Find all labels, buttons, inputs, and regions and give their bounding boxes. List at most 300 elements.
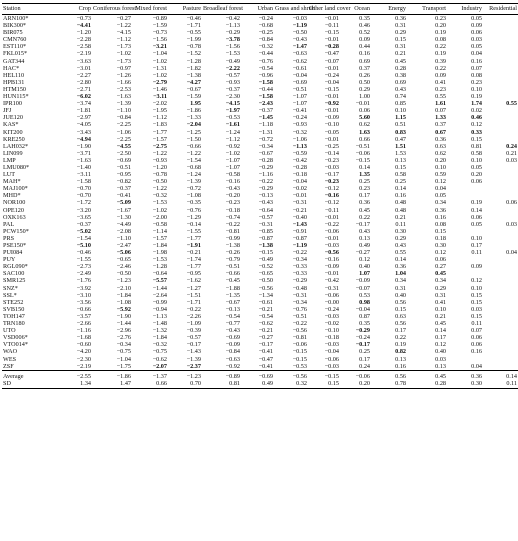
value-cell: −0.75 — [152, 348, 167, 356]
value-cell — [483, 50, 518, 57]
value-cell: −0.22 — [292, 320, 307, 328]
value-cell: 0.81 — [471, 142, 482, 150]
value-cell: −3.74 — [76, 100, 91, 108]
table-row — [2, 228, 518, 235]
table-row — [2, 29, 518, 36]
value-cell: 0.41 — [435, 298, 446, 306]
value-cell: −0.31 — [292, 291, 307, 299]
value-cell: 0.30 — [395, 227, 406, 235]
value-cell: −1.77 — [186, 234, 201, 242]
value-cell: −0.91 — [292, 227, 307, 235]
value-cell: −0.33 — [292, 263, 307, 271]
value-cell — [483, 29, 518, 36]
station-cell: OXK163 — [3, 213, 26, 221]
value-cell: −1.23 — [168, 370, 202, 380]
value-cell: −0.31 — [292, 199, 307, 207]
value-cell: −2.76 — [116, 334, 131, 342]
value-cell: −0.52 — [258, 263, 273, 271]
value-cell: −0.58 — [152, 220, 167, 228]
value-cell: −0.03 — [324, 362, 339, 370]
value-cell: −1.56 — [225, 43, 240, 51]
value-cell: 0.48 — [395, 206, 406, 214]
table-row — [2, 58, 518, 65]
value-cell: −0.03 — [324, 242, 339, 249]
value-cell: −0.63 — [225, 355, 240, 363]
value-cell: −0.51 — [292, 85, 307, 93]
station-cell: VSD006* — [3, 334, 28, 342]
value-cell: 0.10 — [471, 284, 482, 292]
column-header: Energy — [371, 4, 407, 15]
value-cell: −0.67 — [258, 149, 273, 157]
value-cell: 0.22 — [435, 64, 446, 72]
table-row — [2, 306, 518, 313]
value-cell: −1.84 — [152, 334, 167, 342]
value-cell: 0.14 — [359, 163, 370, 171]
value-cell: 0.56 — [395, 298, 406, 306]
value-cell: 0.36 — [395, 15, 406, 22]
value-cell: 0.20 — [340, 380, 371, 389]
value-cell: −1.46 — [152, 85, 167, 93]
value-cell: 0.11 — [483, 380, 518, 389]
value-cell: −1.98 — [152, 249, 167, 257]
value-cell: −0.99 — [152, 298, 167, 306]
value-cell: −1.23 — [116, 277, 131, 285]
value-cell: −3.11 — [76, 171, 91, 179]
value-cell: −0.41 — [116, 192, 131, 200]
value-cell: −0.67 — [186, 85, 201, 93]
value-cell: 0.07 — [471, 327, 482, 335]
value-cell: −0.04 — [292, 178, 307, 186]
value-cell: −0.29 — [258, 185, 273, 193]
station-cell: TOH147 — [3, 312, 25, 320]
value-cell: 0.37 — [359, 64, 370, 72]
value-cell: 0.20 — [435, 22, 446, 30]
value-cell: 0.06 — [506, 199, 517, 207]
value-cell: −2.66 — [76, 320, 91, 328]
value-cell: −3.10 — [76, 291, 91, 299]
value-cell: 0.13 — [395, 156, 406, 164]
value-cell: 0.19 — [471, 199, 482, 207]
value-cell: −1.58 — [76, 178, 91, 186]
value-cell: −0.46 — [186, 15, 201, 22]
value-cell: 0.06 — [359, 107, 370, 115]
value-cell: −3.43 — [76, 128, 91, 136]
value-cell: 0.05 — [471, 15, 482, 22]
value-cell: 0.55 — [506, 100, 517, 108]
value-cell: 1.74 — [471, 100, 482, 108]
value-cell: −1.07 — [225, 156, 240, 164]
station-cell: ZSF — [3, 362, 14, 370]
value-cell — [483, 121, 518, 128]
value-cell: −0.27 — [258, 334, 273, 342]
value-cell: 0.16 — [359, 50, 370, 58]
value-cell: 0.06 — [471, 29, 482, 37]
value-cell: −0.03 — [324, 163, 339, 171]
value-cell: 0.14 — [395, 256, 406, 264]
value-cell: −2.00 — [152, 213, 167, 221]
value-cell: −1.32 — [152, 327, 167, 335]
value-cell: −0.61 — [258, 298, 273, 306]
value-cell: −0.66 — [76, 305, 91, 313]
value-cell: −0.01 — [324, 270, 339, 278]
value-cell: 0.82 — [395, 348, 406, 356]
value-cell: −1.38 — [258, 242, 273, 249]
value-cell: 0.11 — [471, 249, 482, 257]
station-cell: MHD* — [3, 192, 21, 200]
station-cell: EST110* — [3, 43, 27, 51]
value-cell: 0.08 — [435, 220, 446, 228]
value-cell: −2.80 — [76, 78, 91, 86]
value-cell: −4.27 — [186, 78, 201, 86]
value-cell — [483, 363, 518, 371]
value-cell: −0.64 — [152, 270, 167, 278]
value-cell: 0.33 — [471, 128, 482, 136]
value-cell: 0.25 — [359, 348, 370, 356]
value-cell: 0.29 — [395, 29, 406, 37]
value-cell — [483, 242, 518, 249]
value-cell: −0.69 — [241, 370, 274, 380]
value-cell: −0.28 — [258, 156, 273, 164]
value-cell: −0.34 — [258, 142, 273, 150]
value-cell: −0.84 — [116, 114, 131, 122]
value-cell: −0.03 — [292, 15, 307, 22]
value-cell: −0.28 — [292, 163, 307, 171]
value-cell: 0.28 — [395, 64, 406, 72]
value-cell: −0.00 — [324, 298, 339, 306]
table-body — [2, 15, 518, 389]
value-cell: −0.12 — [324, 185, 339, 193]
value-cell: 0.58 — [395, 171, 406, 179]
value-cell: −0.22 — [292, 249, 307, 257]
value-cell: −1.19 — [292, 22, 307, 30]
value-cell: 1.15 — [395, 114, 406, 122]
value-cell: −1.75 — [116, 362, 131, 370]
value-cell — [447, 270, 483, 277]
column-header: Grass and shrub — [274, 4, 308, 15]
value-cell: −0.21 — [186, 249, 201, 257]
value-cell: −4.41 — [76, 22, 91, 30]
value-cell: −0.41 — [258, 362, 273, 370]
value-cell: −0.67 — [225, 298, 240, 306]
value-cell: −0.22 — [324, 220, 339, 228]
value-cell: 0.14 — [483, 370, 518, 380]
value-cell: −0.75 — [116, 348, 131, 356]
station-cell: JFJ — [3, 107, 12, 115]
value-cell: −1.18 — [258, 121, 273, 129]
station-cell: SVB150 — [3, 305, 25, 313]
summary-row — [2, 380, 518, 389]
value-cell: −1.04 — [152, 50, 167, 58]
value-cell: −1.35 — [225, 291, 240, 299]
table-row — [2, 263, 518, 270]
value-cell: −0.77 — [225, 320, 240, 328]
value-cell: −0.15 — [308, 370, 340, 380]
station-cell: WAO — [3, 348, 18, 356]
value-cell: −0.68 — [258, 22, 273, 30]
station-cell: SNZ* — [3, 284, 18, 292]
value-cell: −0.25 — [324, 142, 339, 150]
value-cell: 0.08 — [435, 36, 446, 44]
value-cell: −0.50 — [152, 178, 167, 186]
value-cell: −2.37 — [186, 362, 201, 370]
value-cell: −0.31 — [258, 220, 273, 228]
value-cell: −1.28 — [152, 263, 167, 271]
table-row — [2, 65, 518, 72]
value-cell: 0.34 — [435, 277, 446, 285]
value-cell: −1.20 — [152, 163, 167, 171]
table-row — [2, 249, 518, 256]
value-cell: −0.37 — [225, 85, 240, 93]
value-cell: −0.54 — [258, 64, 273, 72]
value-cell: −0.93 — [152, 156, 167, 164]
value-cell — [483, 192, 518, 199]
value-cell: 0.58 — [471, 149, 482, 157]
value-cell: 0.47 — [395, 135, 406, 143]
value-cell: 0.70 — [168, 380, 202, 389]
value-cell: 0.22 — [395, 334, 406, 342]
value-cell: −0.15 — [324, 85, 339, 93]
value-cell: −0.02 — [292, 185, 307, 193]
value-cell: 0.21 — [435, 312, 446, 320]
value-cell: −1.63 — [116, 93, 131, 101]
value-cell: −1.14 — [152, 227, 167, 235]
station-cell: PUY — [3, 256, 16, 264]
header-row — [2, 4, 518, 15]
value-cell: −0.14 — [324, 149, 339, 157]
value-cell: −1.22 — [152, 185, 167, 193]
value-cell — [483, 348, 518, 355]
station-cell: LMU080* — [3, 163, 30, 171]
value-cell: −0.54 — [225, 312, 240, 320]
value-cell: −1.07 — [292, 93, 307, 101]
value-cell: −4.05 — [76, 121, 91, 129]
value-cell — [483, 114, 518, 121]
station-cell: BIR075 — [3, 29, 23, 37]
value-cell: 0.98 — [359, 298, 370, 306]
value-cell: 0.04 — [471, 362, 482, 370]
value-cell: −1.08 — [186, 192, 201, 200]
value-cell: −1.51 — [186, 291, 201, 299]
value-cell: −0.76 — [292, 305, 307, 313]
value-cell: −0.46 — [76, 249, 91, 257]
value-cell: −0.93 — [292, 121, 307, 129]
value-cell: −0.06 — [340, 370, 371, 380]
value-cell: −0.22 — [186, 305, 201, 313]
station-cell: IPR100 — [3, 100, 22, 108]
value-cell: −0.54 — [258, 312, 273, 320]
value-cell — [483, 171, 518, 178]
value-cell: −1.97 — [225, 107, 240, 115]
value-cell: −1.02 — [152, 71, 167, 79]
value-cell: −1.62 — [186, 277, 201, 285]
value-cell: −0.15 — [324, 29, 339, 37]
data-table — [2, 3, 518, 389]
value-cell: −0.15 — [355, 156, 370, 164]
value-cell: −1.73 — [116, 57, 131, 65]
value-cell: −1.22 — [152, 149, 167, 157]
value-cell: −0.73 — [76, 15, 91, 22]
value-cell: 0.17 — [435, 334, 446, 342]
value-cell: −3.20 — [76, 206, 91, 214]
value-cell: 0.03 — [435, 355, 446, 363]
value-cell: −2.08 — [116, 227, 131, 235]
value-cell: 0.31 — [435, 291, 446, 299]
value-cell: −0.39 — [186, 327, 201, 335]
value-cell: −0.66 — [186, 142, 201, 150]
value-cell: −0.42 — [292, 156, 307, 164]
value-cell: −0.56 — [292, 327, 307, 335]
value-cell — [483, 79, 518, 86]
value-cell: −0.22 — [258, 178, 273, 186]
value-cell: −0.17 — [186, 341, 201, 349]
value-cell: −0.85 — [258, 227, 273, 235]
value-cell: 0.19 — [471, 93, 482, 101]
value-cell: −0.09 — [324, 263, 339, 271]
station-cell: KIT200 — [3, 128, 23, 136]
value-cell: −1.30 — [116, 213, 131, 221]
value-cell: −0.03 — [324, 341, 339, 349]
value-cell: −1.52 — [186, 50, 201, 58]
value-cell: −1.56 — [152, 36, 167, 44]
value-cell: −1.59 — [186, 93, 201, 101]
value-cell: −0.95 — [186, 270, 201, 278]
station-cell: SMR125 — [3, 277, 26, 285]
value-cell: −0.24 — [324, 305, 339, 313]
value-cell — [483, 214, 518, 221]
value-cell: 0.29 — [359, 85, 370, 93]
value-cell: 0.24 — [506, 142, 517, 150]
value-cell: −1.29 — [186, 213, 201, 221]
value-cell: 0.36 — [435, 135, 446, 143]
value-cell: −1.22 — [186, 149, 201, 157]
value-cell: −0.50 — [292, 29, 307, 37]
value-cell: −1.10 — [116, 107, 131, 115]
value-cell: −0.09 — [225, 341, 240, 349]
value-cell: −0.04 — [355, 305, 370, 313]
value-cell: 0.13 — [435, 362, 446, 370]
value-cell: −3.78 — [225, 36, 240, 44]
value-cell: −1.95 — [152, 107, 167, 115]
value-cell: −0.37 — [116, 185, 131, 193]
value-cell: −1.31 — [152, 64, 167, 72]
value-cell: 0.56 — [371, 370, 407, 380]
station-cell: PUI084 — [3, 249, 23, 257]
value-cell: −1.07 — [292, 100, 307, 108]
value-cell: 0.11 — [471, 320, 482, 328]
value-cell: −0.40 — [292, 213, 307, 221]
value-cell: −0.82 — [116, 178, 131, 186]
value-cell: 0.49 — [241, 380, 274, 389]
value-cell — [483, 72, 518, 79]
value-cell: −0.93 — [225, 78, 240, 86]
value-cell: −1.68 — [76, 334, 91, 342]
value-cell: 0.11 — [395, 220, 406, 228]
value-cell: −1.19 — [292, 242, 307, 249]
value-cell: −0.12 — [324, 199, 339, 207]
table-row — [2, 100, 518, 107]
value-cell: 0.30 — [447, 380, 483, 389]
value-cell: −0.23 — [225, 199, 240, 207]
station-cell: KAS* — [3, 121, 19, 129]
value-cell: 0.12 — [435, 178, 446, 186]
value-cell: 0.16 — [471, 57, 482, 65]
value-cell: −5.92 — [116, 305, 131, 313]
value-cell: −0.89 — [152, 15, 167, 22]
value-cell: −1.99 — [186, 36, 201, 44]
value-cell: 1.04 — [395, 270, 406, 278]
value-cell: −0.70 — [76, 192, 91, 200]
value-cell: 0.10 — [435, 163, 446, 171]
value-cell: −3.11 — [152, 93, 167, 101]
value-cell: −0.84 — [225, 348, 240, 356]
value-cell: −2.71 — [76, 85, 91, 93]
table-row — [2, 292, 518, 299]
value-cell: −1.58 — [258, 93, 273, 101]
value-cell — [483, 341, 518, 348]
value-cell: 0.66 — [132, 380, 168, 389]
value-cell: 0.67 — [435, 128, 446, 136]
value-cell: −1.13 — [225, 22, 240, 30]
value-cell: −0.06 — [324, 227, 339, 235]
value-cell — [483, 22, 518, 29]
value-cell: −1.02 — [116, 50, 131, 58]
value-cell: −0.57 — [225, 71, 240, 79]
table-row — [2, 221, 518, 228]
value-cell: −2.27 — [76, 71, 91, 79]
value-cell: −1.88 — [225, 284, 240, 292]
value-cell — [483, 178, 518, 185]
value-cell: −2.47 — [116, 242, 131, 249]
value-cell: −0.23 — [324, 156, 339, 164]
value-cell: −0.03 — [324, 312, 339, 320]
station-cell: PRS — [3, 234, 15, 242]
value-cell: −1.10 — [116, 234, 131, 242]
value-cell: −0.89 — [202, 370, 241, 380]
value-cell: −0.60 — [76, 341, 91, 349]
value-cell: 0.48 — [395, 199, 406, 207]
value-cell: −5.10 — [76, 242, 91, 249]
value-cell: −1.24 — [186, 171, 201, 179]
table-row — [2, 235, 518, 242]
table-row — [2, 214, 518, 221]
table-row — [2, 334, 518, 341]
value-cell: −0.47 — [324, 50, 339, 58]
value-cell: −0.65 — [258, 270, 273, 278]
table-row — [2, 320, 518, 327]
value-cell: −1.71 — [186, 22, 201, 30]
value-cell: −1.22 — [116, 22, 131, 30]
value-cell: −1.50 — [186, 135, 201, 143]
value-cell: −3.57 — [76, 312, 91, 320]
value-cell: −0.11 — [324, 22, 339, 30]
value-cell: −2.28 — [76, 36, 91, 44]
value-cell: −0.73 — [152, 29, 167, 37]
value-cell: 0.16 — [435, 213, 446, 221]
value-cell: −0.50 — [258, 277, 273, 285]
table-row — [2, 93, 518, 100]
value-cell: 0.66 — [359, 135, 370, 143]
value-cell: 0.22 — [435, 43, 446, 51]
value-cell: −0.09 — [324, 114, 339, 122]
value-cell: −1.13 — [292, 142, 307, 150]
value-cell: −1.43 — [292, 220, 307, 228]
station-cell: PAL — [3, 220, 15, 228]
value-cell: 0.36 — [395, 263, 406, 271]
value-cell: −0.97 — [116, 64, 131, 72]
value-cell: −1.39 — [186, 355, 201, 363]
value-cell: −0.43 — [292, 36, 307, 44]
value-cell: 0.32 — [274, 380, 308, 389]
